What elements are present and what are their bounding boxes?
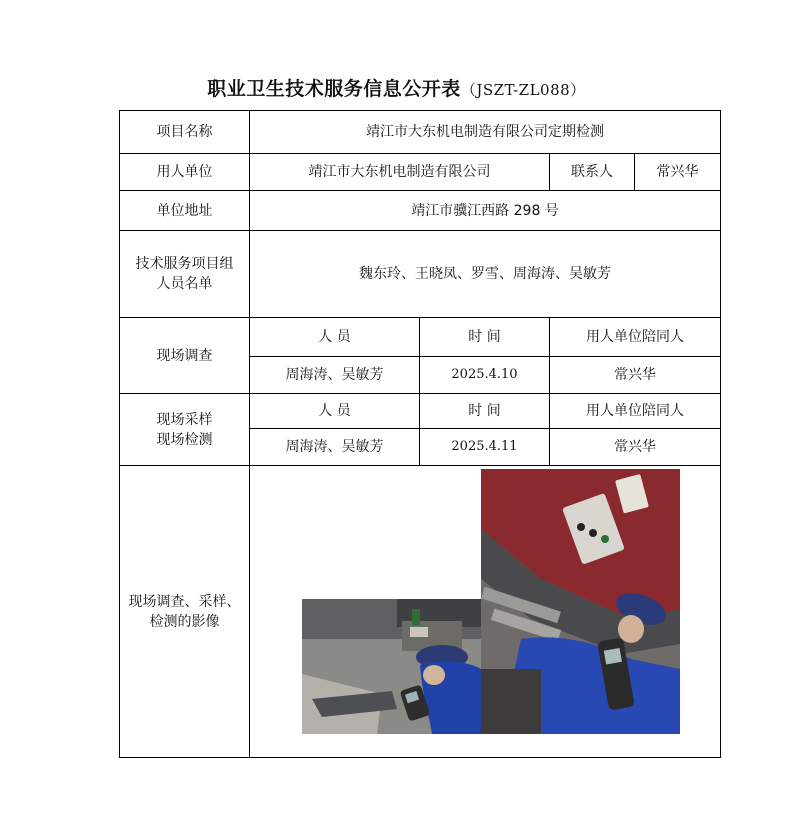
survey-col-personnel: 人 员	[250, 318, 420, 357]
sampling-time: 2025.4.11	[420, 429, 550, 466]
address-label: 单位地址	[120, 191, 250, 231]
sampling-escort: 常兴华	[550, 429, 721, 466]
images-label	[120, 466, 250, 758]
info-table	[119, 110, 721, 758]
contact-label: 联系人	[550, 154, 635, 191]
title-code: （JSZT-ZL088）	[460, 81, 586, 99]
project-name-label: 项目名称	[120, 111, 250, 154]
images-label-line2: 检测的影像	[149, 613, 220, 630]
team-label	[120, 231, 250, 318]
sampling-label	[120, 394, 250, 466]
survey-col-escort: 用人单位陪同人	[550, 318, 721, 357]
sampling-personnel: 周海涛、吴敏芳	[250, 429, 420, 466]
row-project-name	[120, 111, 721, 154]
row-address	[120, 191, 721, 231]
sampling-col-escort: 用人单位陪同人	[550, 394, 721, 429]
team-label-line2: 人员名单	[156, 276, 213, 292]
employer-value: 靖江市大东机电制造有限公司	[250, 154, 550, 191]
site-photo-2	[481, 469, 680, 734]
survey-label: 现场调查	[120, 318, 250, 394]
project-name-value: 靖江市大东机电制造有限公司定期检测	[250, 111, 721, 154]
row-images	[120, 466, 721, 758]
address-value: 靖江市骥江西路 298 号	[250, 191, 721, 231]
survey-time: 2025.4.10	[420, 357, 550, 394]
survey-personnel: 周海涛、吴敏芳	[250, 357, 420, 394]
survey-escort: 常兴华	[550, 357, 721, 394]
title-main: 职业卫生技术服务信息公开表	[207, 78, 461, 100]
row-employer	[120, 154, 721, 191]
contact-value: 常兴华	[635, 154, 721, 191]
team-value: 魏东玲、王晓凤、罗雪、周海涛、吴敏芳	[250, 231, 721, 318]
images-cell	[250, 466, 721, 758]
sampling-label-line2: 现场检测	[156, 431, 213, 448]
sampling-label-line1: 现场采样	[156, 411, 213, 428]
row-team	[120, 231, 721, 318]
images-label-line1: 现场调查、采样、	[128, 593, 241, 610]
employer-label: 用人单位	[120, 154, 250, 191]
sampling-col-personnel: 人 员	[250, 394, 420, 429]
row-sampling-header	[120, 394, 721, 429]
sampling-col-time: 时 间	[420, 394, 550, 429]
page-title	[0, 74, 793, 101]
survey-col-time: 时 间	[420, 318, 550, 357]
team-label-line1: 技术服务项目组	[135, 256, 234, 272]
site-photo-1	[302, 599, 481, 734]
row-survey-header	[120, 318, 721, 357]
